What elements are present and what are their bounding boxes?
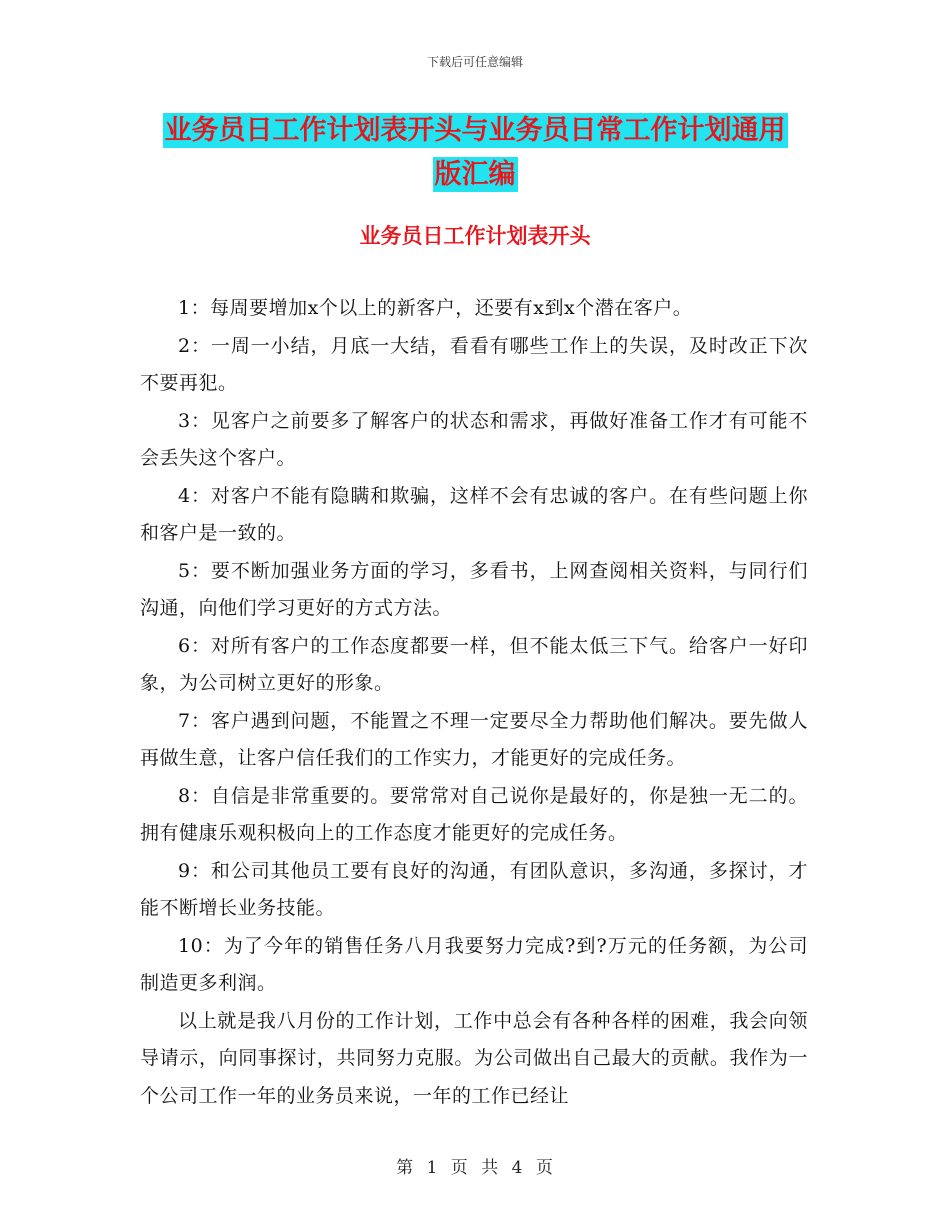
paragraph: 以上就是我八月份的工作计划，工作中总会有各种各样的困难，我会向领导请示，向同事探讨，共同努力克服。为公司做出自己最大的贡献。我作为一个公司工作一年的业务员来说，一年的工作已经让: [140, 1009, 808, 1107]
document-title-line-2: [140, 150, 810, 200]
paragraph: 9：和公司其他员工要有良好的沟通，有团队意识，多沟通，多探讨，才能不断增长业务技能。: [140, 859, 808, 919]
paragraph: 3：见客户之前要多了解客户的状态和需求，再做好准备工作才有可能不会丢失这个客户。: [140, 409, 808, 469]
paragraph: 2：一周一小结，月底一大结，看看有哪些工作上的失误，及时改正下次不要再犯。: [140, 334, 808, 394]
document-body: [140, 290, 808, 1115]
paragraph: 4：对客户不能有隐瞒和欺骗，这样不会有忠诚的客户。在有些问题上你和客户是一致的。: [140, 484, 808, 544]
paragraph: 7：客户遇到问题，不能置之不理一定要尽全力帮助他们解决。要先做人再做生意，让客户信任我们的工作实力，才能更好的完成任务。: [140, 709, 808, 769]
document-title-text-2: 版汇编: [434, 159, 516, 190]
document-title-line-1: [140, 106, 810, 156]
section-title: 业务员日工作计划表开头: [359, 224, 591, 248]
paragraph: 8：自信是非常重要的。要常常对自己说你是最好的，你是独一无二的。拥有健康乐观积极向上的工作态度才能更好的完成任务。: [140, 784, 808, 844]
paragraph: 6：对所有客户的工作态度都要一样，但不能太低三下气。给客户一好印象，为公司树立更好的形象。: [140, 634, 808, 694]
page-footer: 第 1 页 共 4 页: [396, 1158, 554, 1178]
paragraph: 1：每周要增加x个以上的新客户，还要有x到x个潜在客户。: [178, 297, 693, 319]
header-note: 下载后可任意编辑: [426, 55, 523, 69]
paragraph: 5：要不断加强业务方面的学习，多看书，上网查阅相关资料，与同行们沟通，向他们学习更好的方式方法。: [140, 559, 808, 619]
paragraph: 10：为了今年的销售任务八月我要努力完成?到?万元的任务额，为公司制造更多利润。: [140, 934, 808, 994]
document-title-text-1: 业务员日工作计划表开头与业务员日常工作计划通用: [164, 115, 786, 146]
